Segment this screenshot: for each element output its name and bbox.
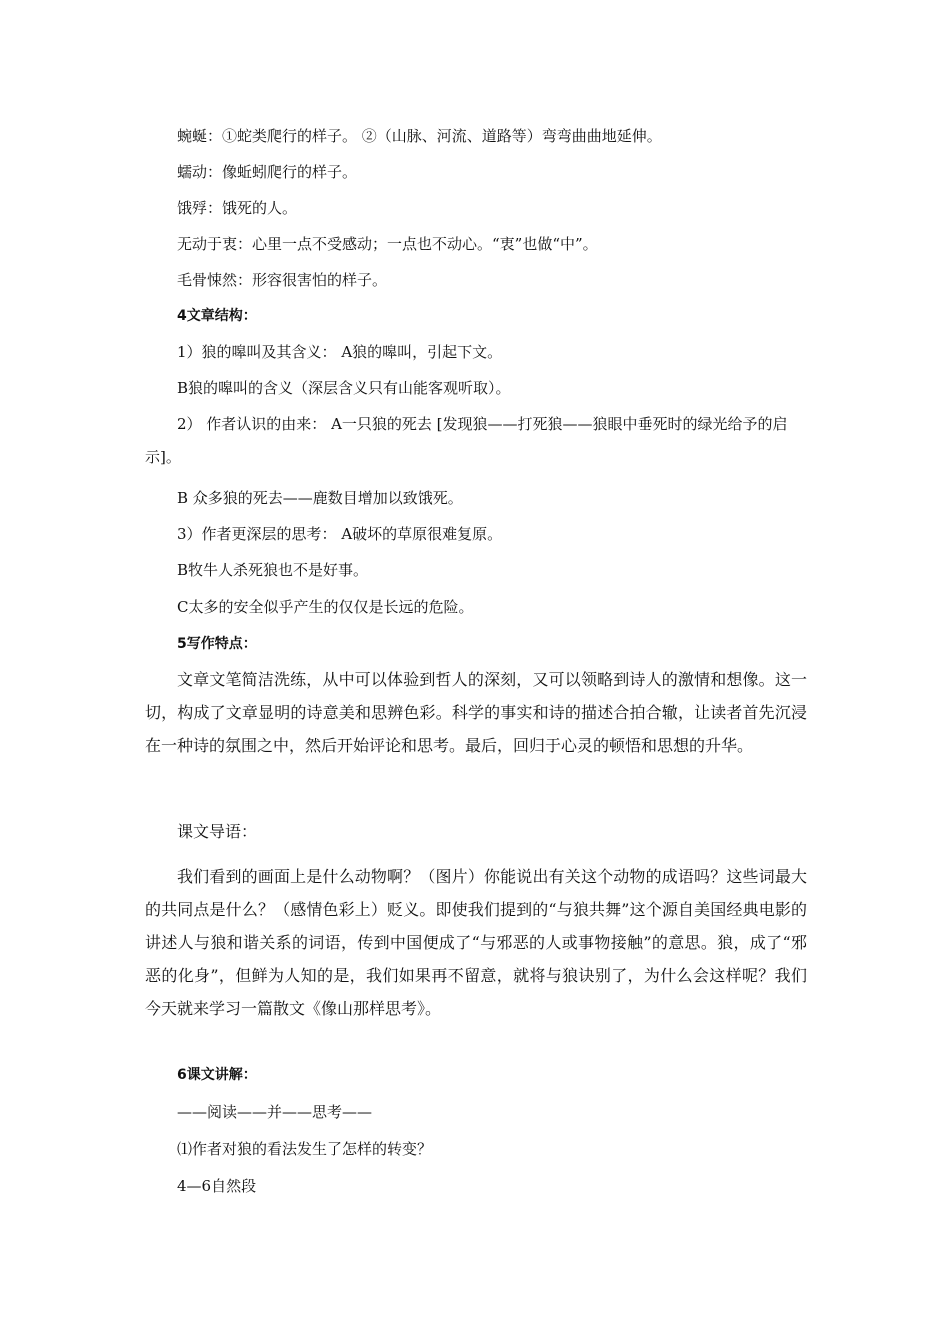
intro-paragraph: 我们看到的画面上是什么动物啊？（图片）你能说出有关这个动物的成语吗？这些词最大的共同点是什么？（感情色彩上）贬义。即使我们提到的“与狼共舞”这个源自美国经典电影的讲述人与狼和谐关系的词语，传到中国便成了“与邪恶的人或事物接触”的意思。狼，成了“邪恶的化身”，但鲜为人知的是，我们如果再不留意，就将与狼诀别了，为什么会这样呢？我们今天就来学习一篇散文《像山那样思考》。 <box>145 867 807 1018</box>
section-4-heading: 4文章结构： <box>177 308 257 324</box>
structure-item: B牧牛人杀死狼也不是好事。 <box>177 561 369 579</box>
section-6-heading: 6课文讲解： <box>177 1067 257 1083</box>
section-5-heading: 5写作特点： <box>177 636 257 652</box>
lecture-item: 4—6自然段 <box>177 1177 257 1195</box>
vocab-wudongyuzhong: 无动于衷：心里一点不受感动；一点也不动心。“衷”也做“中”。 <box>177 235 598 253</box>
lecture-item: ——阅读——并——思考—— <box>177 1103 373 1121</box>
intro-label: 课文导语： <box>177 822 258 841</box>
vocab-maogusongran: 毛骨悚然：形容很害怕的样子。 <box>177 271 388 289</box>
vocab-rudong: 蠕动：像蚯蚓爬行的样子。 <box>177 163 358 181</box>
structure-item: C太多的安全似乎产生的仅仅是长远的危险。 <box>177 598 474 616</box>
structure-item: 3）作者更深层的思考： A破坏的草原很难复原。 <box>177 525 503 543</box>
structure-item: B 众多狼的死去——鹿数目增加以致饿死。 <box>177 489 463 507</box>
vocab-wanyan: 蜿蜒：①蛇类爬行的样子。 ②（山脉、河流、道路等）弯弯曲曲地延伸。 <box>177 127 662 145</box>
structure-item: B狼的嗥叫的含义（深层含义只有山能客观听取）。 <box>177 379 511 397</box>
vocab-epiao: 饿殍：饿死的人。 <box>177 199 298 217</box>
writing-features-paragraph: 文章文笔简洁洗练，从中可以体验到哲人的深刻，又可以领略到诗人的激情和想像。这一切，构成了文章显明的诗意美和思辨色彩。科学的事实和诗的描述合拍合辙，让读者首先沉浸在一种诗的氛围之中，然后开始评论和思考。最后，回归于心灵的顿悟和思想的升华。 <box>145 670 807 755</box>
lecture-item: ⑴作者对狼的看法发生了怎样的转变？ <box>177 1140 433 1158</box>
structure-item <box>145 408 807 474</box>
structure-item: 1）狼的嗥叫及其含义： A狼的嗥叫，引起下文。 <box>177 343 503 361</box>
structure-item-text: 2） 作者认识的由来： A一只狼的死去 [发现狼——打死狼——狼眼中垂死时的绿光给予的启示]。 <box>145 415 788 466</box>
